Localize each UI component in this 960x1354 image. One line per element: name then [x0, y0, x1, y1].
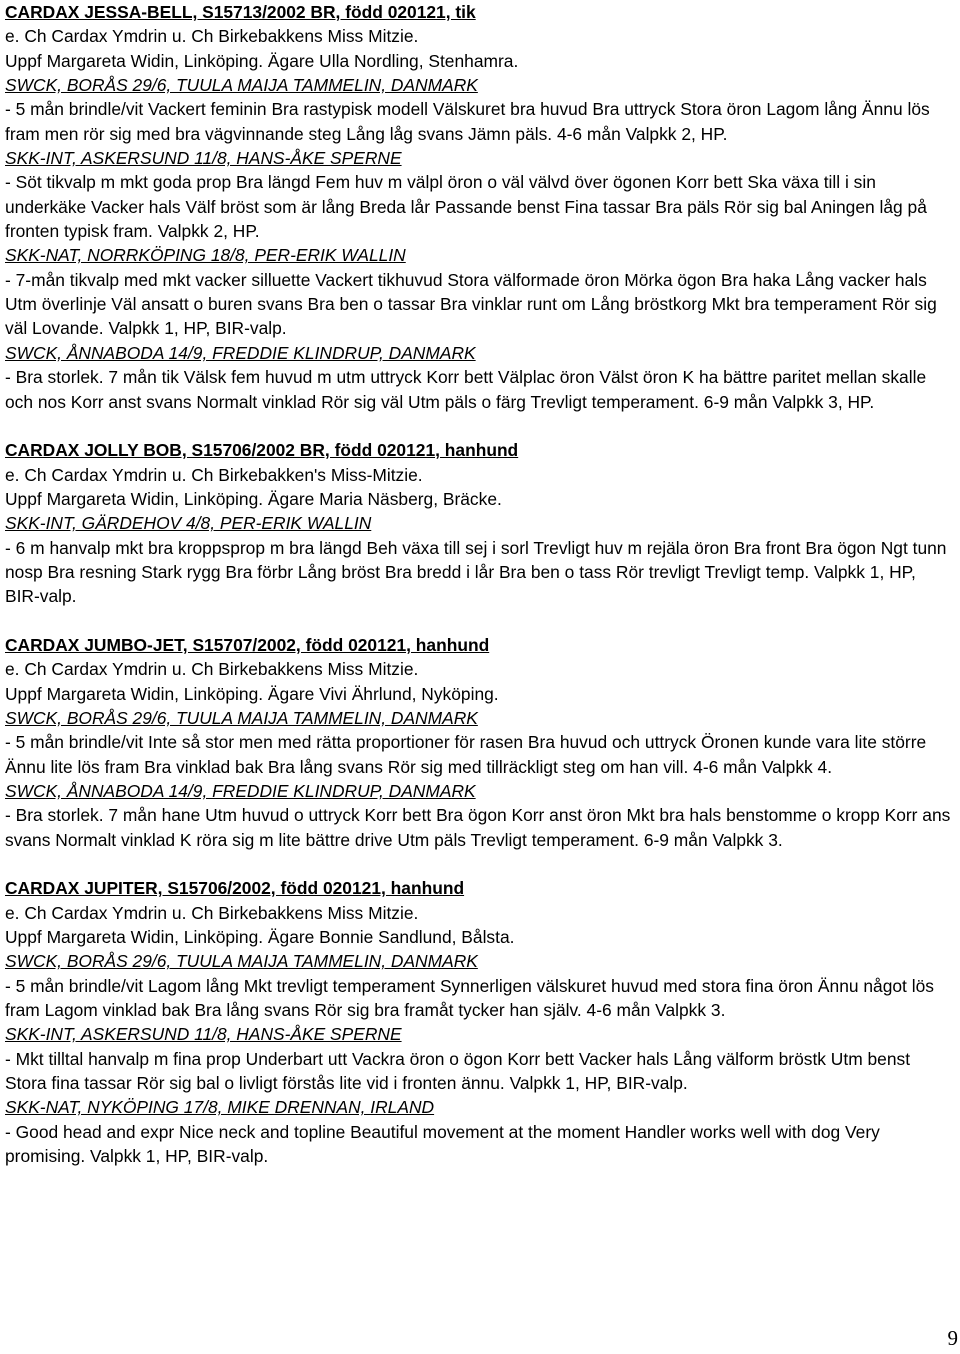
show-heading: SKK-NAT, NYKÖPING 17/8, MIKE DRENNAN, IRLAND — [5, 1097, 435, 1118]
show-heading: SWCK, BORÅS 29/6, TUULA MAIJA TAMMELIN, DANMARK — [5, 707, 478, 728]
pedigree-line: e. Ch Cardax Ymdrin u. Ch Birkebakkens Miss Mitzie. — [5, 659, 419, 680]
dog-entry — [5, 876, 955, 1168]
dog-entry — [5, 438, 955, 608]
show-heading: SKK-INT, ASKERSUND 11/8, HANS-ÅKE SPERNE — [5, 1024, 402, 1045]
show-critique: - 5 mån brindle/vit Vackert feminin Bra rastypisk modell Välskuret bra huvud Bra uttryck Stora öron Lagom lång Ännu lös fram men rör sig med bra vägvinnande steg Lång låg svans Jämn päls. 4-6 mån Valpkk 2, HP. — [5, 99, 930, 144]
breeder-owner-line: Uppf Margareta Widin, Linköping. Ägare Bonnie Sandlund, Bålsta. — [5, 927, 515, 948]
entry-title: CARDAX JUPITER, S15706/2002, född 020121, hanhund — [5, 878, 465, 899]
dog-entry — [5, 0, 955, 414]
show-heading: SWCK, BORÅS 29/6, TUULA MAIJA TAMMELIN, DANMARK — [5, 951, 478, 972]
show-heading: SWCK, BORÅS 29/6, TUULA MAIJA TAMMELIN, DANMARK — [5, 75, 478, 96]
show-heading: SKK-INT, GÄRDEHOV 4/8, PER-ERIK WALLIN — [5, 513, 372, 534]
dog-entry — [5, 633, 955, 852]
breeder-owner-line: Uppf Margareta Widin, Linköping. Ägare Ulla Nordling, Stenhamra. — [5, 50, 519, 71]
show-critique: - Bra storlek. 7 mån hane Utm huvud o uttryck Korr bett Bra ögon Korr anst öron Mkt bra hals benstomme o kropp Korr ans svans Normalt vinklad K röra sig m lite bättre drive Utm päls Trevligt temperament. 6-9 mån Valpkk 3. — [5, 805, 951, 850]
show-heading: SKK-INT, ASKERSUND 11/8, HANS-ÅKE SPERNE — [5, 148, 402, 169]
show-heading: SWCK, ÅNNABODA 14/9, FREDDIE KLINDRUP, DANMARK — [5, 342, 476, 363]
pedigree-line: e. Ch Cardax Ymdrin u. Ch Birkebakkens Miss Mitzie. — [5, 26, 419, 47]
show-critique: - 5 mån brindle/vit Lagom lång Mkt trevligt temperament Synnerligen välskuret huvud med stora fina öron Ännu något lös fram Lagom vinklad bak Bra lång svans Rör sig bra framåt tycker han själv. 4-6 mån Valpkk 3. — [5, 975, 934, 1021]
show-heading: SKK-NAT, NORRKÖPING 18/8, PER-ERIK WALLIN — [5, 245, 406, 266]
entry-title: CARDAX JUMBO-JET, S15707/2002, född 020121, hanhund — [5, 634, 490, 655]
show-critique: - 5 mån brindle/vit Inte så stor men med rätta proportioner för rasen Bra huvud och uttryck Öronen kunde vara lite större Ännu lite lös fram Bra vinklad bak Bra lång svans Rör sig med tillräckligt steg om han vill. 4-6 mån Valpkk 4. — [5, 732, 927, 777]
pedigree-line: e. Ch Cardax Ymdrin u. Ch Birkebakken's Miss-Mitzie. — [5, 464, 423, 485]
entry-title: CARDAX JESSA-BELL, S15713/2002 BR, född 020121, tik — [5, 2, 476, 22]
entry-title: CARDAX JOLLY BOB, S15706/2002 BR, född 020121, hanhund — [5, 440, 519, 461]
show-critique: - Söt tikvalp m mkt goda prop Bra längd Fem huv m välpl öron o väl välvd över ögonen Korr bett Ska växa till i sin underkäke Vacker hals Välf bröst som är lång Breda lår Passande benst Fina tassar Bra päls Rör sig bal Aningen låg på fronten typisk fram. Valpkk 2, HP. — [5, 172, 927, 242]
show-critique: - 7-mån tikvalp med mkt vacker silluette Vackert tikhuvud Stora välformade öron Mörka ögon Bra haka Lång vacker hals Utm överlinje Väl ansatt o buren svans Bra ben o tassar Bra vinklar runt om Lång bröstkorg Mkt bra temperament Rör sig väl Lovande. Valpkk 1, HP, BIR-valp. — [5, 269, 937, 339]
show-heading: SWCK, ÅNNABODA 14/9, FREDDIE KLINDRUP, DANMARK — [5, 781, 476, 801]
show-critique: - 6 m hanvalp mkt bra kroppsprop m bra längd Beh växa till sej i sorl Trevligt huv m rejäla öron Bra front Bra ögon Ngt tunn nosp Bra resning Stark rygg Bra förbr Lång bröst Bra bredd i lår Bra ben o tass Rör trevligt Trevligt temp. Valpkk 1, HP, BIR-valp. — [5, 537, 947, 607]
breeder-owner-line: Uppf Margareta Widin, Linköping. Ägare Maria Näsberg, Bräcke. — [5, 488, 502, 509]
document-page — [5, 0, 955, 1169]
page-number: 9 — [947, 1326, 958, 1350]
show-critique: - Good head and expr Nice neck and topline Beautiful movement at the moment Handler works well with dog Very promising. Valpkk 1, HP, BIR-valp. — [5, 1121, 880, 1167]
show-critique: - Mkt tilltal hanvalp m fina prop Underbart utt Vackra öron o ögon Korr bett Vacker hals Lång välform bröstk Utm benst Stora fina tassar Rör sig bal o livligt förstås lite vid i fronten ännu. Valpkk 1, HP, BIR-valp. — [5, 1048, 911, 1094]
show-critique: - Bra storlek. 7 mån tik Välsk fem huvud m utm uttryck Korr bett Välplac öron Välst öron K ha bättre paritet mellan skalle och nos Korr anst svans Normalt vinklad Rör sig väl Utm päls o färg Trevligt temperament. 6-9 mån Valpkk 3, HP. — [5, 367, 927, 412]
breeder-owner-line: Uppf Margareta Widin, Linköping. Ägare Vivi Ährlund, Nyköping. — [5, 683, 499, 704]
pedigree-line: e. Ch Cardax Ymdrin u. Ch Birkebakkens Miss Mitzie. — [5, 902, 419, 923]
